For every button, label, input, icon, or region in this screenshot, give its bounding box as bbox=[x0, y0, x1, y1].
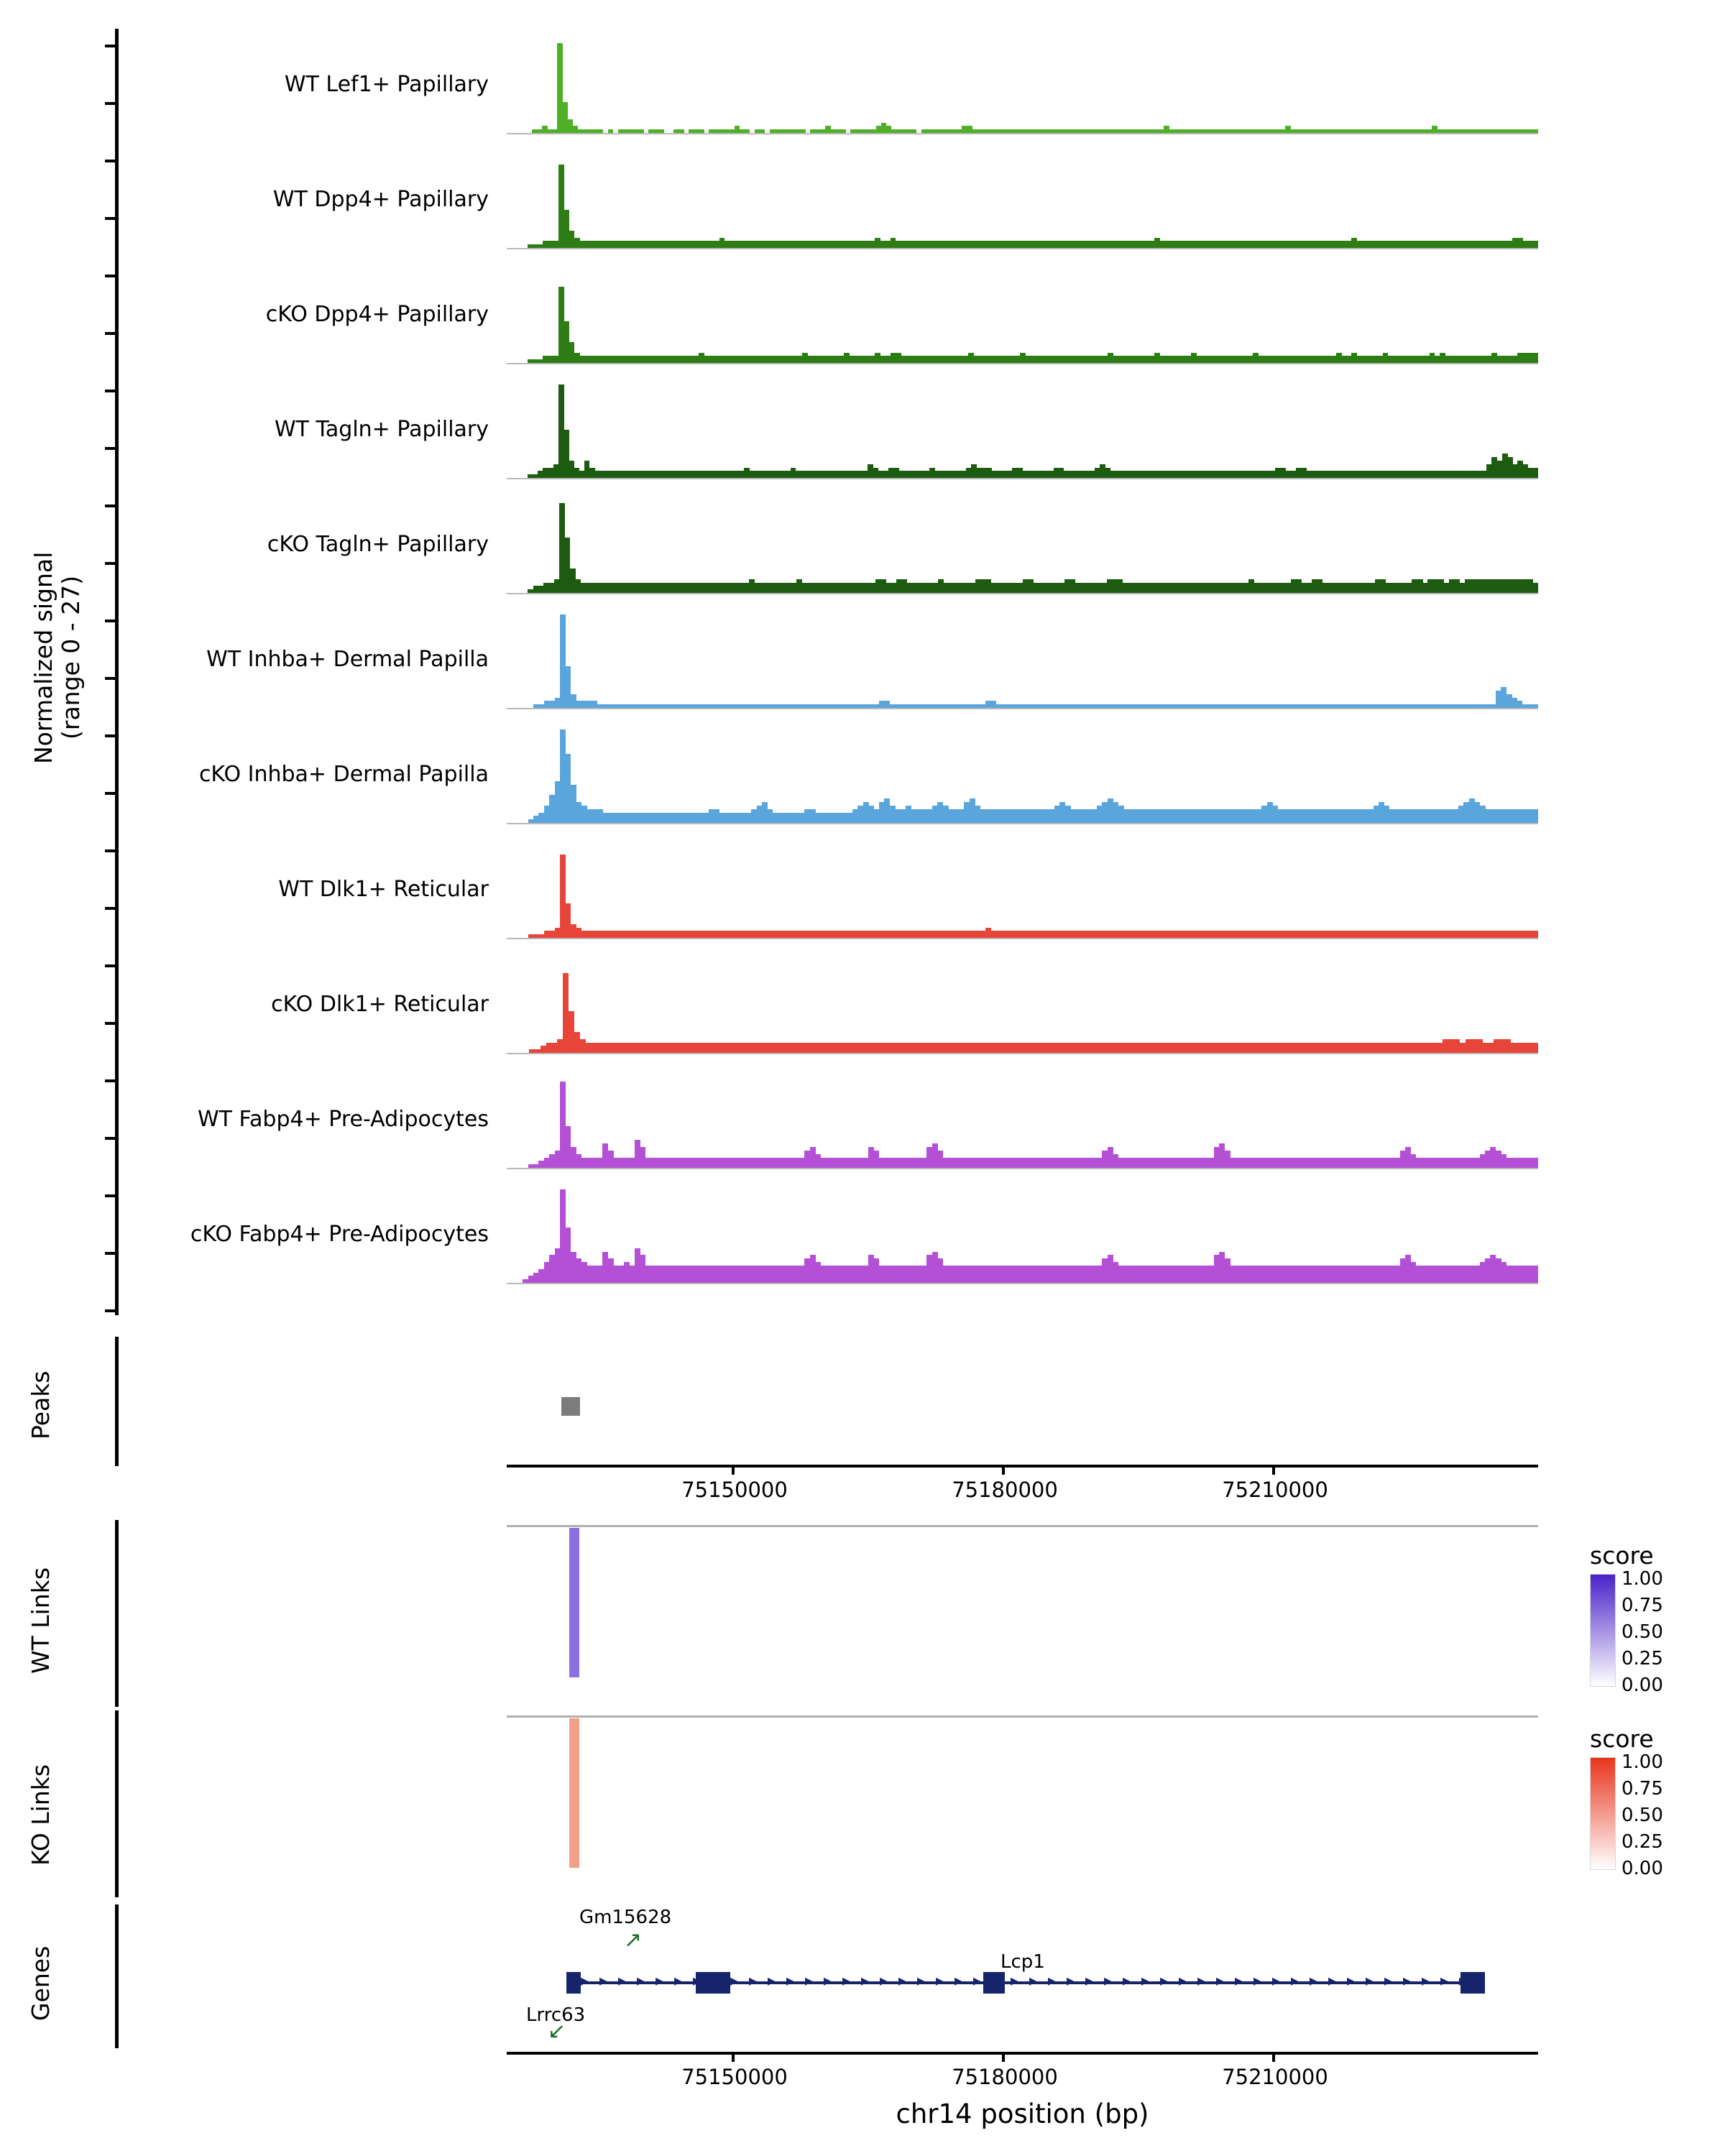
ko-links-legend-tick-3: 0.50 bbox=[1622, 1805, 1663, 1826]
gene-direction-arrow: ▸ bbox=[618, 1972, 627, 1990]
genes-xtick-label-3: 75210000 bbox=[1222, 2065, 1328, 2089]
track-label-4: cKO Tagln+ Papillary bbox=[267, 532, 489, 557]
track-label-0: WT Lef1+ Papillary bbox=[284, 72, 489, 97]
wt-links-legend-tick-3: 0.50 bbox=[1622, 1621, 1663, 1643]
track-canvas-5 bbox=[507, 614, 1538, 708]
gene-direction-arrow: ▸ bbox=[1403, 1972, 1412, 1990]
wt-links-legend-tick-1: 1.00 bbox=[1622, 1568, 1663, 1590]
gene-direction-arrow: ▸ bbox=[1085, 1972, 1094, 1990]
ko-links-legend-ramp bbox=[1590, 1757, 1616, 1870]
peaks-xtick-2 bbox=[1002, 1465, 1005, 1475]
genes-xtick-label-1: 75150000 bbox=[681, 2065, 788, 2089]
gene-direction-arrow: ▸ bbox=[1254, 1972, 1262, 1990]
ko-links-legend-tick-2: 0.75 bbox=[1622, 1778, 1663, 1800]
gene-label-lrrc63: Lrrc63 bbox=[526, 2004, 586, 2026]
gene-direction-arrow: ▸ bbox=[749, 1972, 758, 1990]
signal-axis-tick-17 bbox=[105, 1022, 116, 1025]
wt-links-axis-rule bbox=[115, 1520, 119, 1707]
track-canvas-2 bbox=[507, 270, 1538, 363]
track-label-10: cKO Fabp4+ Pre-Adipocytes bbox=[190, 1222, 489, 1247]
gene-direction-arrow: ▸ bbox=[917, 1972, 926, 1990]
wt-links-top-line bbox=[507, 1525, 1538, 1527]
wt-links-section-label: WT Links bbox=[27, 1567, 55, 1674]
genes-xtick-label-2: 75180000 bbox=[952, 2065, 1058, 2089]
gene-direction-arrow: ▸ bbox=[842, 1972, 851, 1990]
wt-links-legend-title: score bbox=[1590, 1542, 1654, 1570]
gene-direction-arrow: ▸ bbox=[973, 1972, 982, 1990]
signal-axis-tick-4 bbox=[105, 275, 116, 277]
gene-direction-arrow: ▸ bbox=[730, 1972, 739, 1990]
signal-axis-tick-14 bbox=[105, 849, 116, 852]
gene-direction-arrow: ▸ bbox=[1440, 1972, 1449, 1990]
gene-direction-arrow: ▸ bbox=[954, 1972, 963, 1990]
gene-direction-arrow: ▸ bbox=[1384, 1972, 1393, 1990]
gene-direction-arrow: ▸ bbox=[824, 1972, 832, 1990]
gene-direction-arrow: ▸ bbox=[1459, 1972, 1468, 1990]
peaks-x-axis-line bbox=[507, 1465, 1538, 1468]
signal-axis-tick-16 bbox=[105, 964, 116, 967]
track-baseline-2 bbox=[507, 363, 1538, 364]
track-label-2: cKO Dpp4+ Papillary bbox=[265, 302, 489, 327]
track-baseline-5 bbox=[507, 708, 1538, 709]
signal-axis-tick-6 bbox=[105, 390, 116, 392]
signal-axis-tick-2 bbox=[105, 160, 116, 162]
signal-axis-tick-3 bbox=[105, 217, 116, 220]
track-label-9: WT Fabp4+ Pre-Adipocytes bbox=[198, 1107, 489, 1132]
gene-direction-arrow: ▸ bbox=[637, 1972, 645, 1990]
ko-links-legend-tick-1: 1.00 bbox=[1622, 1751, 1663, 1773]
signal-axis-tick-8 bbox=[105, 505, 116, 507]
track-canvas-7 bbox=[507, 844, 1538, 938]
exon-lcp1-0 bbox=[566, 1972, 581, 1994]
signal-axis-tick-0 bbox=[105, 45, 116, 47]
track-canvas-4 bbox=[507, 499, 1538, 593]
track-canvas-9 bbox=[507, 1074, 1538, 1168]
track-label-6: cKO Inhba+ Dermal Papilla bbox=[198, 762, 489, 787]
signal-axis-rule bbox=[115, 29, 119, 1315]
x-axis-title: chr14 position (bp) bbox=[896, 2099, 1149, 2129]
gene-direction-arrow: ▸ bbox=[880, 1972, 888, 1990]
track-canvas-0 bbox=[507, 40, 1538, 133]
signal-axis-tick-20 bbox=[105, 1194, 116, 1197]
wt-link-arc bbox=[569, 1528, 579, 1677]
gene-direction-arrow: ▸ bbox=[1366, 1972, 1374, 1990]
signal-axis-tick-13 bbox=[105, 792, 116, 795]
gene-direction-arrow: ▸ bbox=[898, 1972, 907, 1990]
gene-direction-arrow: ▸ bbox=[656, 1972, 664, 1990]
gene-direction-arrow: ▸ bbox=[1347, 1972, 1356, 1990]
gene-direction-arrow: ▸ bbox=[1011, 1972, 1019, 1990]
gene-direction-arrow: ▸ bbox=[674, 1972, 683, 1990]
ko-links-legend-tick-4: 0.25 bbox=[1622, 1831, 1663, 1853]
genes-xtick-2 bbox=[1002, 2052, 1005, 2062]
signal-axis-tick-5 bbox=[105, 332, 116, 335]
gene-direction-arrow: ▸ bbox=[599, 1972, 608, 1990]
gene-direction-arrow: ▸ bbox=[1235, 1972, 1243, 1990]
signal-axis-tick-11 bbox=[105, 677, 116, 680]
genes-x-axis-line bbox=[507, 2052, 1538, 2055]
peaks-xtick-label-2: 75180000 bbox=[952, 1478, 1058, 1502]
signal-axis-tick-19 bbox=[105, 1137, 116, 1140]
peaks-xtick-label-3: 75210000 bbox=[1222, 1478, 1328, 1502]
gene-direction-arrow: ▸ bbox=[1216, 1972, 1225, 1990]
peaks-axis-rule bbox=[115, 1337, 119, 1466]
ko-links-section-label: KO Links bbox=[27, 1764, 55, 1866]
signal-axis-tick-18 bbox=[105, 1079, 116, 1082]
gene-direction-arrow: ▸ bbox=[1291, 1972, 1300, 1990]
gene-direction-arrow: ▸ bbox=[693, 1972, 702, 1990]
track-canvas-1 bbox=[507, 155, 1538, 248]
gene-direction-arrow: ▸ bbox=[1197, 1972, 1206, 1990]
gene-direction-arrow: ▸ bbox=[1067, 1972, 1075, 1990]
gene-direction-arrow: ▸ bbox=[1272, 1972, 1281, 1990]
track-label-7: WT Dlk1+ Reticular bbox=[278, 877, 489, 902]
track-label-8: cKO Dlk1+ Reticular bbox=[271, 992, 489, 1017]
peaks-xtick-3 bbox=[1272, 1465, 1275, 1475]
gene-direction-arrow: ▸ bbox=[1310, 1972, 1318, 1990]
gene-direction-arrow: ▸ bbox=[768, 1972, 776, 1990]
gene-direction-arrow: ▸ bbox=[1029, 1972, 1038, 1990]
wt-links-legend-tick-2: 0.75 bbox=[1622, 1595, 1663, 1616]
peaks-xtick-1 bbox=[732, 1465, 735, 1475]
track-baseline-6 bbox=[507, 823, 1538, 824]
gene-direction-arrow: ▸ bbox=[1328, 1972, 1337, 1990]
signal-axis-tick-1 bbox=[105, 102, 116, 105]
track-baseline-3 bbox=[507, 478, 1538, 479]
gene-direction-arrow: ▸ bbox=[786, 1972, 795, 1990]
track-baseline-4 bbox=[507, 593, 1538, 594]
genes-xtick-3 bbox=[1272, 2052, 1275, 2062]
genes-section-label: Genes bbox=[27, 1945, 55, 2022]
track-canvas-3 bbox=[507, 384, 1538, 478]
track-baseline-0 bbox=[507, 133, 1538, 134]
genes-axis-rule bbox=[115, 1904, 119, 2048]
ko-link-arc bbox=[569, 1718, 579, 1868]
gene-label-gm15628: Gm15628 bbox=[579, 1907, 672, 1928]
peak-marker bbox=[561, 1397, 580, 1416]
peaks-xtick-label-1: 75150000 bbox=[681, 1478, 788, 1502]
track-canvas-6 bbox=[507, 729, 1538, 823]
signal-axis-tick-22 bbox=[105, 1309, 116, 1312]
track-label-1: WT Dpp4+ Papillary bbox=[272, 187, 489, 212]
gene-strand-arrow-lrrc63: ↙ bbox=[548, 2019, 566, 2044]
gene-direction-arrow: ▸ bbox=[805, 1972, 814, 1990]
gene-direction-arrow: ▸ bbox=[712, 1972, 720, 1990]
track-canvas-10 bbox=[507, 1189, 1538, 1283]
wt-links-legend-tick-5: 0.00 bbox=[1622, 1674, 1663, 1696]
gene-direction-arrow: ▸ bbox=[1179, 1972, 1187, 1990]
track-canvas-8 bbox=[507, 959, 1538, 1053]
track-label-5: WT Inhba+ Dermal Papilla bbox=[206, 647, 489, 672]
ko-links-axis-rule bbox=[115, 1710, 119, 1897]
gene-strand-arrow-gm15628: ↗ bbox=[624, 1927, 643, 1953]
gene-direction-arrow: ▸ bbox=[992, 1972, 1000, 1990]
signal-axis-tick-10 bbox=[105, 619, 116, 622]
wt-links-legend-ramp bbox=[1590, 1574, 1616, 1687]
gene-direction-arrow: ▸ bbox=[1123, 1972, 1131, 1990]
ko-links-top-line bbox=[507, 1715, 1538, 1718]
y-axis-label bbox=[30, 503, 88, 812]
genes-xtick-1 bbox=[732, 2052, 735, 2062]
gene-direction-arrow: ▸ bbox=[1048, 1972, 1057, 1990]
gene-direction-arrow: ▸ bbox=[1104, 1972, 1113, 1990]
signal-axis-tick-21 bbox=[105, 1252, 116, 1255]
gene-direction-arrow: ▸ bbox=[861, 1972, 870, 1990]
signal-axis-tick-9 bbox=[105, 562, 116, 565]
gene-direction-arrow: ▸ bbox=[581, 1972, 589, 1990]
track-label-3: WT Tagln+ Papillary bbox=[275, 417, 489, 442]
track-baseline-10 bbox=[507, 1283, 1538, 1284]
track-baseline-1 bbox=[507, 248, 1538, 249]
signal-axis-tick-15 bbox=[105, 907, 116, 910]
gene-label-lcp1: Lcp1 bbox=[1000, 1951, 1045, 1973]
track-baseline-7 bbox=[507, 938, 1538, 939]
gene-direction-arrow: ▸ bbox=[1160, 1972, 1169, 1990]
y-axis-label-line2: (range 0 - 27) bbox=[56, 575, 85, 740]
track-baseline-9 bbox=[507, 1168, 1538, 1169]
y-axis-label-line1: Normalized signal bbox=[29, 551, 58, 764]
track-baseline-8 bbox=[507, 1053, 1538, 1054]
peaks-section-label: Peaks bbox=[27, 1370, 55, 1439]
gene-direction-arrow: ▸ bbox=[936, 1972, 944, 1990]
signal-axis-tick-12 bbox=[105, 734, 116, 737]
ko-links-legend-tick-5: 0.00 bbox=[1622, 1858, 1663, 1879]
gene-direction-arrow: ▸ bbox=[1141, 1972, 1150, 1990]
ko-links-legend-title: score bbox=[1590, 1725, 1654, 1753]
signal-axis-tick-7 bbox=[105, 447, 116, 450]
wt-links-legend-tick-4: 0.25 bbox=[1622, 1648, 1663, 1669]
gene-direction-arrow: ▸ bbox=[1422, 1972, 1430, 1990]
